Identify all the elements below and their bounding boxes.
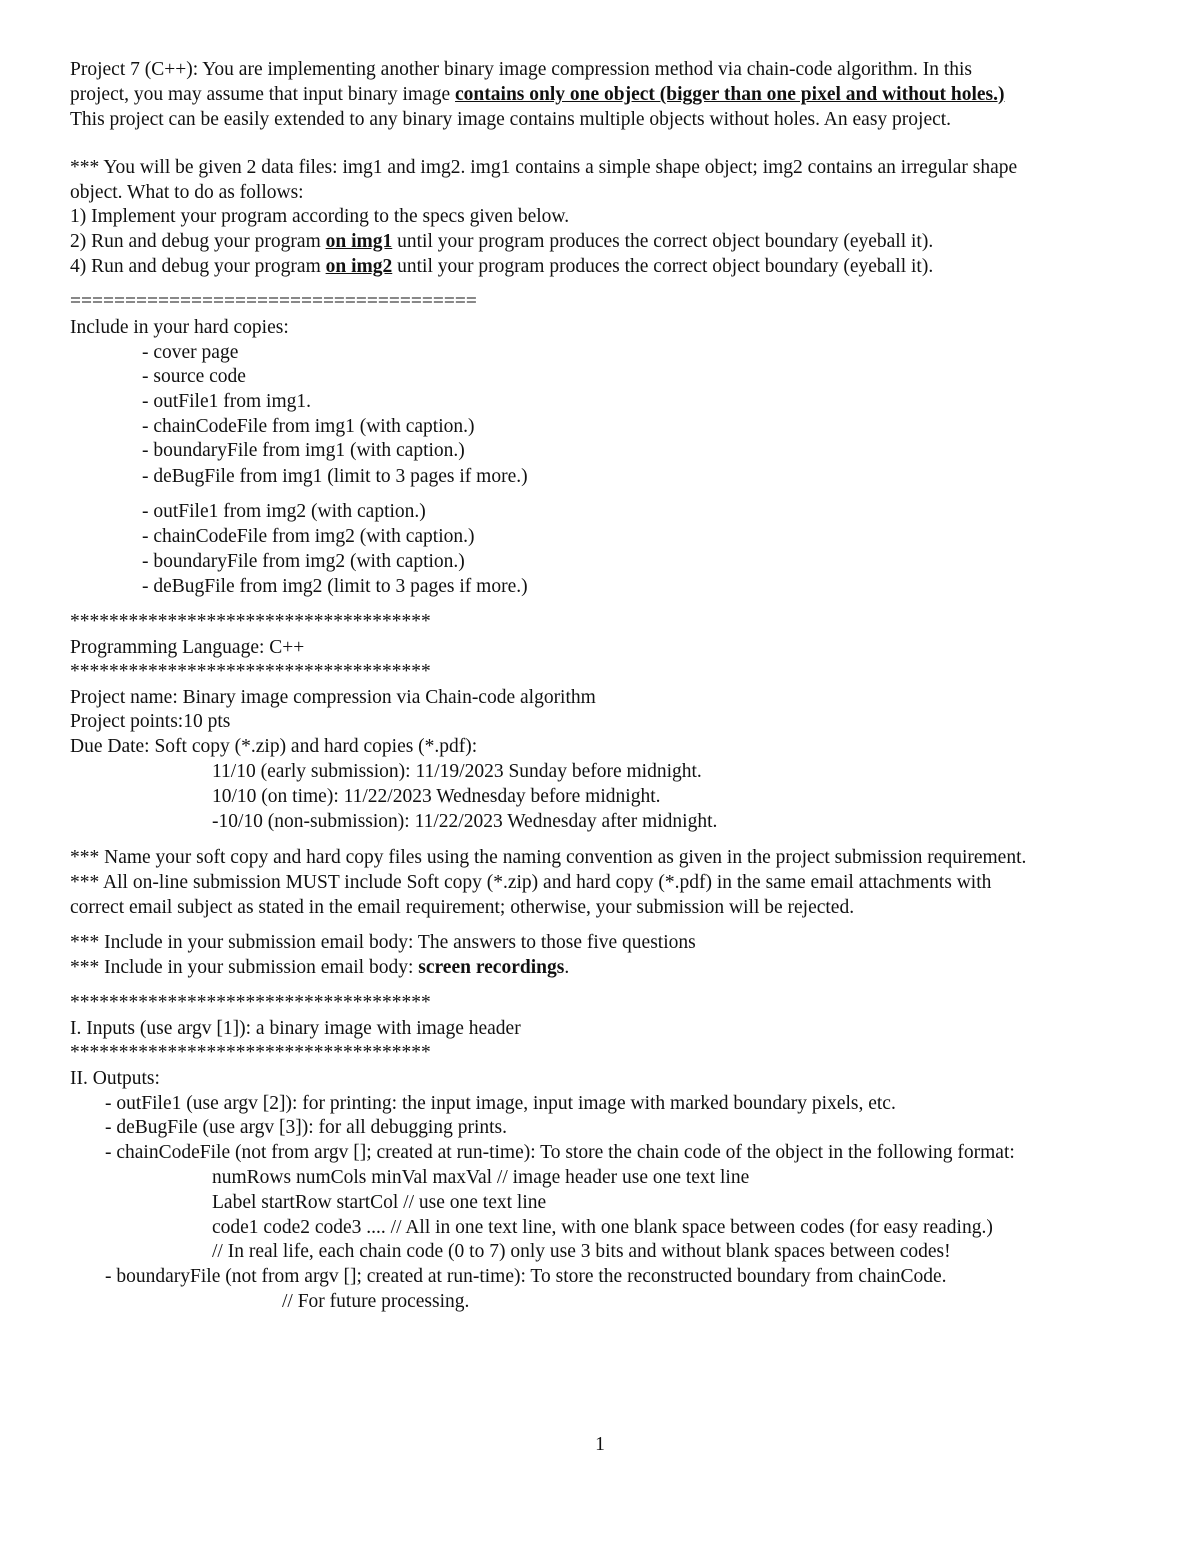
intro-line-2-text: project, you may assume that input binary image	[70, 84, 456, 105]
inputs-line: I. Inputs (use argv [1]): a binary image with image header	[70, 1018, 521, 1039]
format-line: Label startRow startCol // use one text line	[212, 1192, 547, 1213]
star-separator: *************************************	[70, 992, 431, 1013]
step-4-post: until your program produces the correct object boundary (eyeball it).	[392, 256, 934, 277]
hardcopy-item: - chainCodeFile from img1 (with caption.)	[142, 416, 475, 437]
hardcopy-item: - source code	[142, 366, 246, 387]
note-recordings-emphasis: screen recordings	[418, 957, 565, 978]
hardcopy-item: - outFile1 from img2 (with caption.)	[142, 501, 426, 522]
intro-line-2	[70, 82, 1005, 107]
outputs-heading: II. Outputs:	[70, 1068, 160, 1089]
hardcopy-item: - cover page	[142, 342, 239, 363]
format-line: // For future processing.	[282, 1291, 470, 1312]
page-number: 1	[595, 1434, 605, 1455]
format-line: // In real life, each chain code (0 to 7) only use 3 bits and without blank spaces between codes!	[212, 1241, 951, 1262]
star-separator: *************************************	[70, 611, 431, 632]
star-separator: *************************************	[70, 1042, 431, 1063]
hardcopy-item: - boundaryFile from img2 (with caption.)	[142, 551, 465, 572]
step-4-emphasis: on img2	[325, 256, 393, 277]
note-recordings-post: .	[564, 957, 570, 978]
due-ontime: 10/10 (on time): 11/22/2023 Wednesday before midnight.	[212, 786, 661, 807]
output-debugfile: - deBugFile (use argv [3]): for all debugging prints.	[105, 1117, 508, 1138]
programming-language: Programming Language: C++	[70, 637, 305, 658]
note-submission-1: *** All on-line submission MUST include Soft copy (*.zip) and hard copy (*.pdf) in the same email attachments with	[70, 872, 992, 893]
hardcopy-item: - chainCodeFile from img2 (with caption.)	[142, 526, 475, 547]
project-points: Project points:10 pts	[70, 711, 231, 732]
step-2	[70, 229, 933, 254]
output-chaincodefile: - chainCodeFile (not from argv []; created at run-time): To store the chain code of the object in the following format:	[105, 1142, 1015, 1163]
note-recordings	[70, 955, 569, 980]
output-outfile1: - outFile1 (use argv [2]): for printing: the input image, input image with marked boundary pixels, etc.	[105, 1093, 896, 1114]
project-name: Project name: Binary image compression via Chain-code algorithm	[70, 687, 596, 708]
note-questions: *** Include in your submission email body: The answers to those five questions	[70, 932, 696, 953]
format-line: code1 code2 code3 .... // All in one text line, with one blank space between codes (for easy reading.)	[212, 1217, 993, 1238]
given-line-1: *** You will be given 2 data files: img1 and img2. img1 contains a simple shape object; img2 contains an irregular shape	[70, 157, 1018, 178]
intro-line-3: This project can be easily extended to any binary image contains multiple objects without holes. An easy project.	[70, 109, 952, 130]
due-early: 11/10 (early submission): 11/19/2023 Sunday before midnight.	[212, 761, 702, 782]
hardcopy-item: - boundaryFile from img1 (with caption.)	[142, 440, 465, 461]
note-naming: *** Name your soft copy and hard copy files using the naming convention as given in the project submission requirement.	[70, 847, 1027, 868]
star-separator: *************************************	[70, 661, 431, 682]
step-2-emphasis: on img1	[325, 231, 393, 252]
hardcopy-item: - deBugFile from img2 (limit to 3 pages if more.)	[142, 576, 528, 597]
step-1: 1) Implement your program according to the specs given below.	[70, 206, 570, 227]
step-2-post: until your program produces the correct object boundary (eyeball it).	[392, 231, 934, 252]
hardcopy-item: - outFile1 from img1.	[142, 391, 311, 412]
step-2-pre: 2) Run and debug your program	[70, 231, 326, 252]
intro-line-1: Project 7 (C++): You are implementing another binary image compression method via chain-code algorithm. In this	[70, 59, 972, 80]
given-line-2: object. What to do as follows:	[70, 182, 304, 203]
due-date: Due Date: Soft copy (*.zip) and hard copies (*.pdf):	[70, 736, 478, 757]
separator-line: =====================================	[70, 291, 477, 312]
due-nonsubmission: -10/10 (non-submission): 11/22/2023 Wednesday after midnight.	[212, 811, 718, 832]
hardcopies-heading: Include in your hard copies:	[70, 317, 289, 338]
format-line: numRows numCols minVal maxVal // image header use one text line	[212, 1167, 750, 1188]
hardcopy-item: - deBugFile from img1 (limit to 3 pages if more.)	[142, 466, 528, 487]
intro-emphasis: contains only one object (bigger than one pixel and without holes.)	[455, 84, 1005, 105]
step-4-pre: 4) Run and debug your program	[70, 256, 326, 277]
step-4	[70, 254, 933, 279]
output-boundaryfile: - boundaryFile (not from argv []; created at run-time): To store the reconstructed boundary from chainCode.	[105, 1266, 947, 1287]
note-submission-2: correct email subject as stated in the email requirement; otherwise, your submission will be rejected.	[70, 897, 855, 918]
note-recordings-pre: *** Include in your submission email body:	[70, 957, 419, 978]
